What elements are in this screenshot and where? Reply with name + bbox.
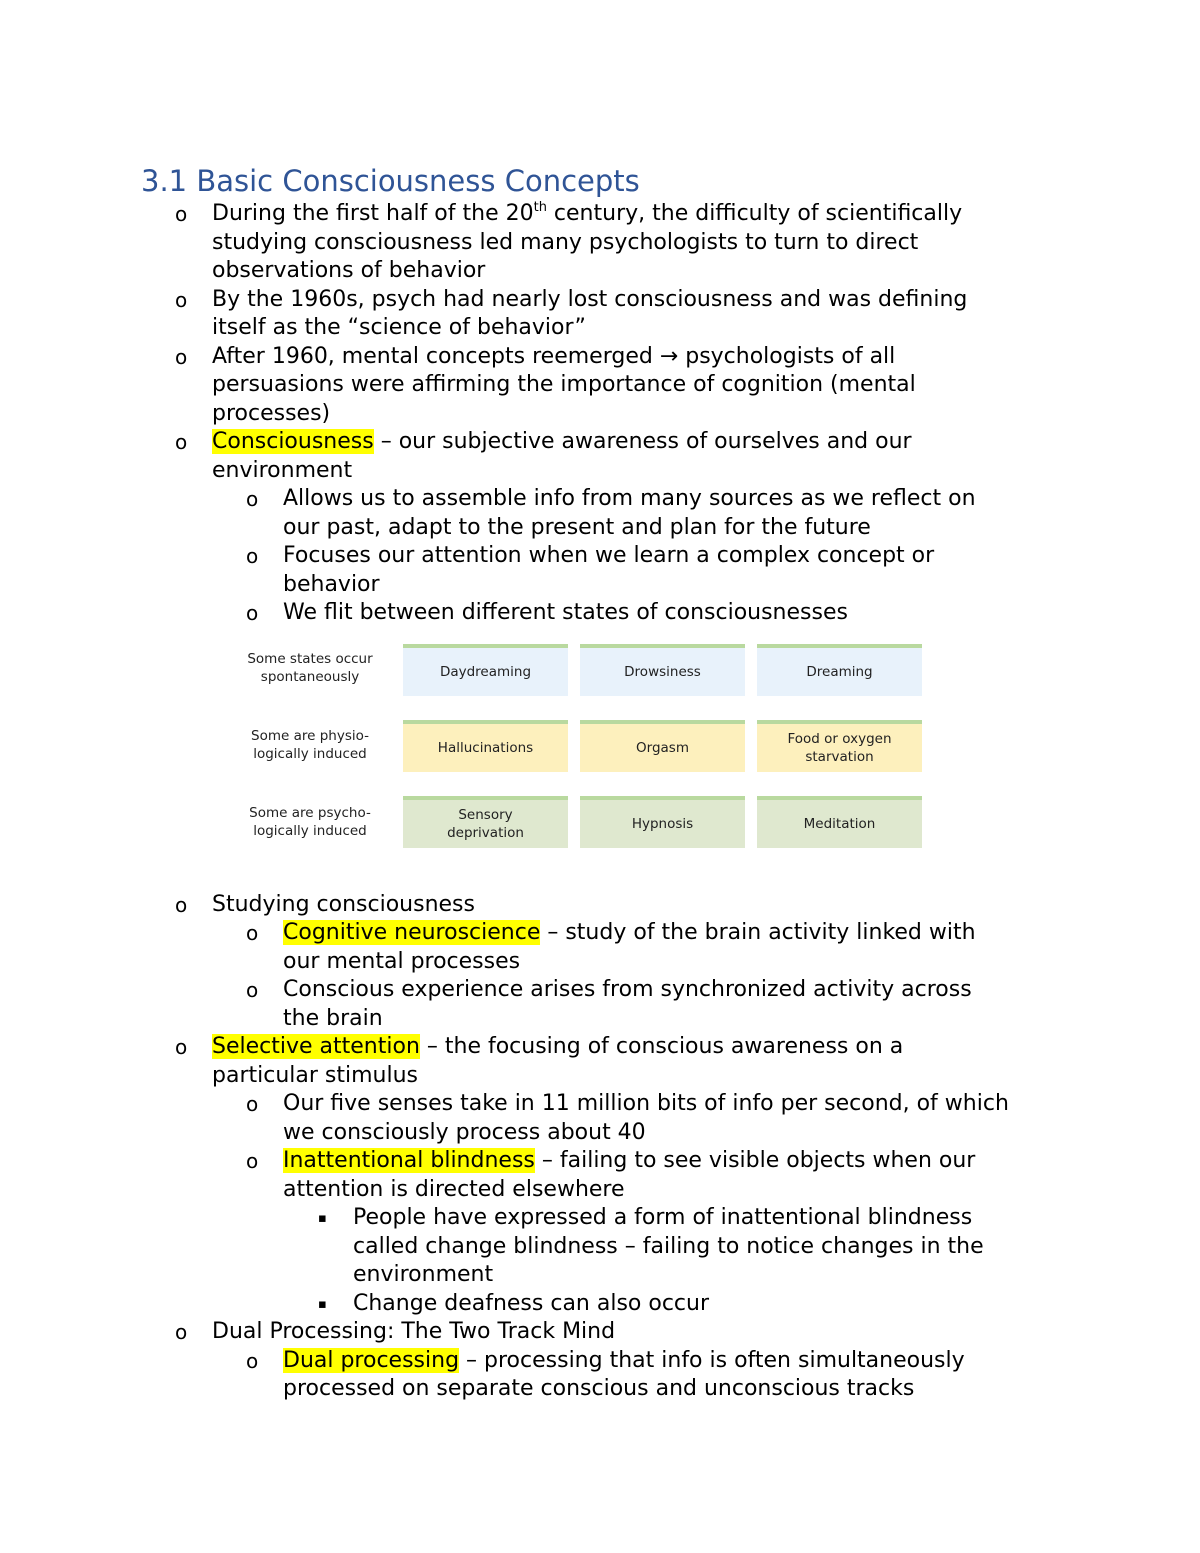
list-item	[0, 1318, 1200, 1347]
superscript: th	[533, 200, 547, 215]
highlighted-term: Inattentional blindness	[283, 1148, 535, 1173]
list-item	[0, 286, 1200, 315]
sub-list-item-continuation	[0, 571, 1200, 600]
bullet-circle: o	[175, 430, 188, 454]
state-cell-text: Hypnosis	[631, 815, 694, 832]
text: Studying consciousness	[212, 891, 475, 917]
text: – study of the brain activity linked with	[540, 920, 976, 945]
bullet-circle: o	[175, 1320, 188, 1344]
notes-list	[0, 200, 1200, 1404]
text: – our subjective awareness of ourselves and our	[373, 429, 912, 454]
bullet-circle: o	[246, 544, 259, 568]
row-label	[230, 804, 390, 840]
bullet-circle: o	[246, 487, 259, 511]
sub-list-item-continuation	[0, 1375, 1200, 1404]
text: particular stimulus	[212, 1062, 418, 1088]
sub-list-item	[0, 542, 1200, 571]
list-item-continuation	[0, 400, 1200, 429]
list-item-continuation	[0, 457, 1200, 486]
text: we consciously process about 40	[283, 1119, 646, 1145]
highlighted-term: Consciousness	[212, 429, 374, 454]
text: Allows us to assemble info from many sources as we reflect on	[283, 486, 976, 511]
row-label-line: spontaneously	[260, 668, 360, 685]
bullet-square: ▪	[318, 1296, 327, 1312]
text: itself as the “science of behavior”	[212, 315, 586, 340]
list-item	[0, 1033, 1200, 1062]
sub-list-item-continuation	[0, 1176, 1200, 1205]
list-item	[0, 200, 1200, 229]
state-cell	[403, 796, 568, 848]
sub-list-item	[0, 976, 1200, 1005]
highlighted-term: Selective attention	[212, 1034, 420, 1059]
row-label	[230, 650, 390, 686]
text: behavior	[283, 571, 380, 597]
sub-sub-list-item-continuation	[0, 1261, 1200, 1290]
bullet-circle: o	[175, 344, 188, 369]
bullet-circle: o	[175, 202, 188, 226]
row-label-line: logically induced	[253, 745, 367, 762]
state-cell-text: Dreaming	[806, 663, 873, 680]
state-cell-text: Hallucinations	[437, 739, 534, 756]
text: We flit between different states of consciousnesses	[283, 600, 848, 625]
sub-list-item	[0, 1347, 1200, 1376]
text: After 1960, mental concepts reemerged → psychologists of all	[212, 343, 896, 369]
text: Change deafness can also occur	[353, 1290, 710, 1316]
sub-list-item	[0, 599, 1200, 628]
text: – processing that info is often simultaneously	[459, 1347, 965, 1373]
text: called change blindness – failing to notice changes in the	[353, 1233, 984, 1259]
bullet-square: ▪	[318, 1211, 327, 1226]
state-cell-text: Sensory	[458, 806, 513, 823]
state-cell	[757, 720, 922, 772]
list-item-continuation	[0, 371, 1200, 400]
text: Dual Processing: The Two Track Mind	[212, 1319, 616, 1344]
section-heading: 3.1 Basic Consciousness Concepts	[141, 164, 640, 198]
sub-list-item	[0, 1090, 1200, 1119]
state-cell	[757, 644, 922, 696]
text: processed on separate conscious and unconscious tracks	[283, 1376, 915, 1401]
sub-list-item-continuation	[0, 1005, 1200, 1034]
text: Our five senses take in 11 million bits of info per second, of which	[283, 1091, 1009, 1116]
list-item	[0, 343, 1200, 372]
text: observations of behavior	[212, 258, 486, 283]
sub-sub-list-item	[0, 1290, 1200, 1319]
state-cell-text: Daydreaming	[439, 663, 532, 680]
sub-list-item	[0, 919, 1200, 948]
sub-list-item	[0, 1147, 1200, 1176]
bullet-circle: o	[246, 921, 259, 945]
sub-list-item	[0, 485, 1200, 514]
list-item	[0, 428, 1200, 457]
state-cell-text: Meditation	[803, 815, 876, 832]
highlighted-term: Dual processing	[283, 1347, 460, 1373]
state-cell	[757, 796, 922, 848]
sub-list-item-continuation	[0, 948, 1200, 977]
text: – the focusing of conscious awareness on a	[419, 1034, 904, 1059]
bullet-circle: o	[246, 1092, 259, 1116]
text: century, the difficulty of scientifically	[546, 201, 963, 226]
bullet-circle: o	[175, 287, 188, 312]
text: environment	[353, 1262, 494, 1287]
bullet-circle: o	[246, 1149, 259, 1173]
text: Conscious experience arises from synchronized activity across	[283, 977, 972, 1002]
list-item-continuation	[0, 1062, 1200, 1091]
bullet-circle: o	[175, 1035, 188, 1059]
text: During the first half of the 20	[212, 201, 534, 226]
bullet-circle: o	[246, 601, 259, 625]
list-item-continuation	[0, 257, 1200, 286]
bullet-circle: o	[246, 1348, 259, 1373]
text: By the 1960s, psych had nearly lost consciousness and was defining	[212, 286, 968, 312]
sub-list-item-continuation	[0, 514, 1200, 543]
text: the brain	[283, 1005, 383, 1031]
text: attention is directed elsewhere	[283, 1176, 625, 1202]
text: persuasions were affirming the importance of cognition (mental	[212, 372, 916, 397]
highlighted-term: Cognitive neuroscience	[283, 920, 541, 945]
state-cell	[403, 644, 568, 696]
states-of-consciousness-figure	[0, 644, 1200, 886]
row-label-line: Some are physio-	[251, 727, 369, 744]
text: studying consciousness led many psychologists to turn to direct	[212, 229, 919, 255]
state-cell	[580, 720, 745, 772]
state-cell	[403, 720, 568, 772]
state-cell	[580, 644, 745, 696]
sub-sub-list-item	[0, 1204, 1200, 1233]
list-item-continuation	[0, 229, 1200, 258]
text: our past, adapt to the present and plan for the future	[283, 514, 871, 540]
state-cell	[580, 796, 745, 848]
sub-sub-list-item-continuation	[0, 1233, 1200, 1262]
state-cell-text: Orgasm	[636, 739, 689, 756]
list-item	[0, 891, 1200, 920]
row-label	[230, 727, 390, 763]
bullet-circle: o	[175, 892, 188, 917]
text: our mental processes	[283, 948, 521, 974]
text: processes)	[212, 400, 331, 426]
state-cell-text: deprivation	[447, 824, 524, 841]
state-cell-text: Food or oxygen	[787, 730, 892, 747]
text: Focuses our attention when we learn a complex concept or	[283, 543, 935, 568]
row-label-line: logically induced	[253, 822, 367, 839]
state-cell-text: Drowsiness	[624, 663, 701, 680]
row-label-line: Some are psycho-	[249, 804, 371, 821]
text: People have expressed a form of inattentional blindness	[353, 1205, 973, 1230]
bullet-circle: o	[246, 978, 259, 1002]
sub-list-item-continuation	[0, 1119, 1200, 1148]
state-cell-text: starvation	[805, 748, 874, 765]
text: – failing to see visible objects when our	[534, 1148, 976, 1173]
row-label-line: Some states occur	[247, 650, 373, 667]
text: environment	[212, 457, 353, 483]
list-item-continuation	[0, 314, 1200, 343]
